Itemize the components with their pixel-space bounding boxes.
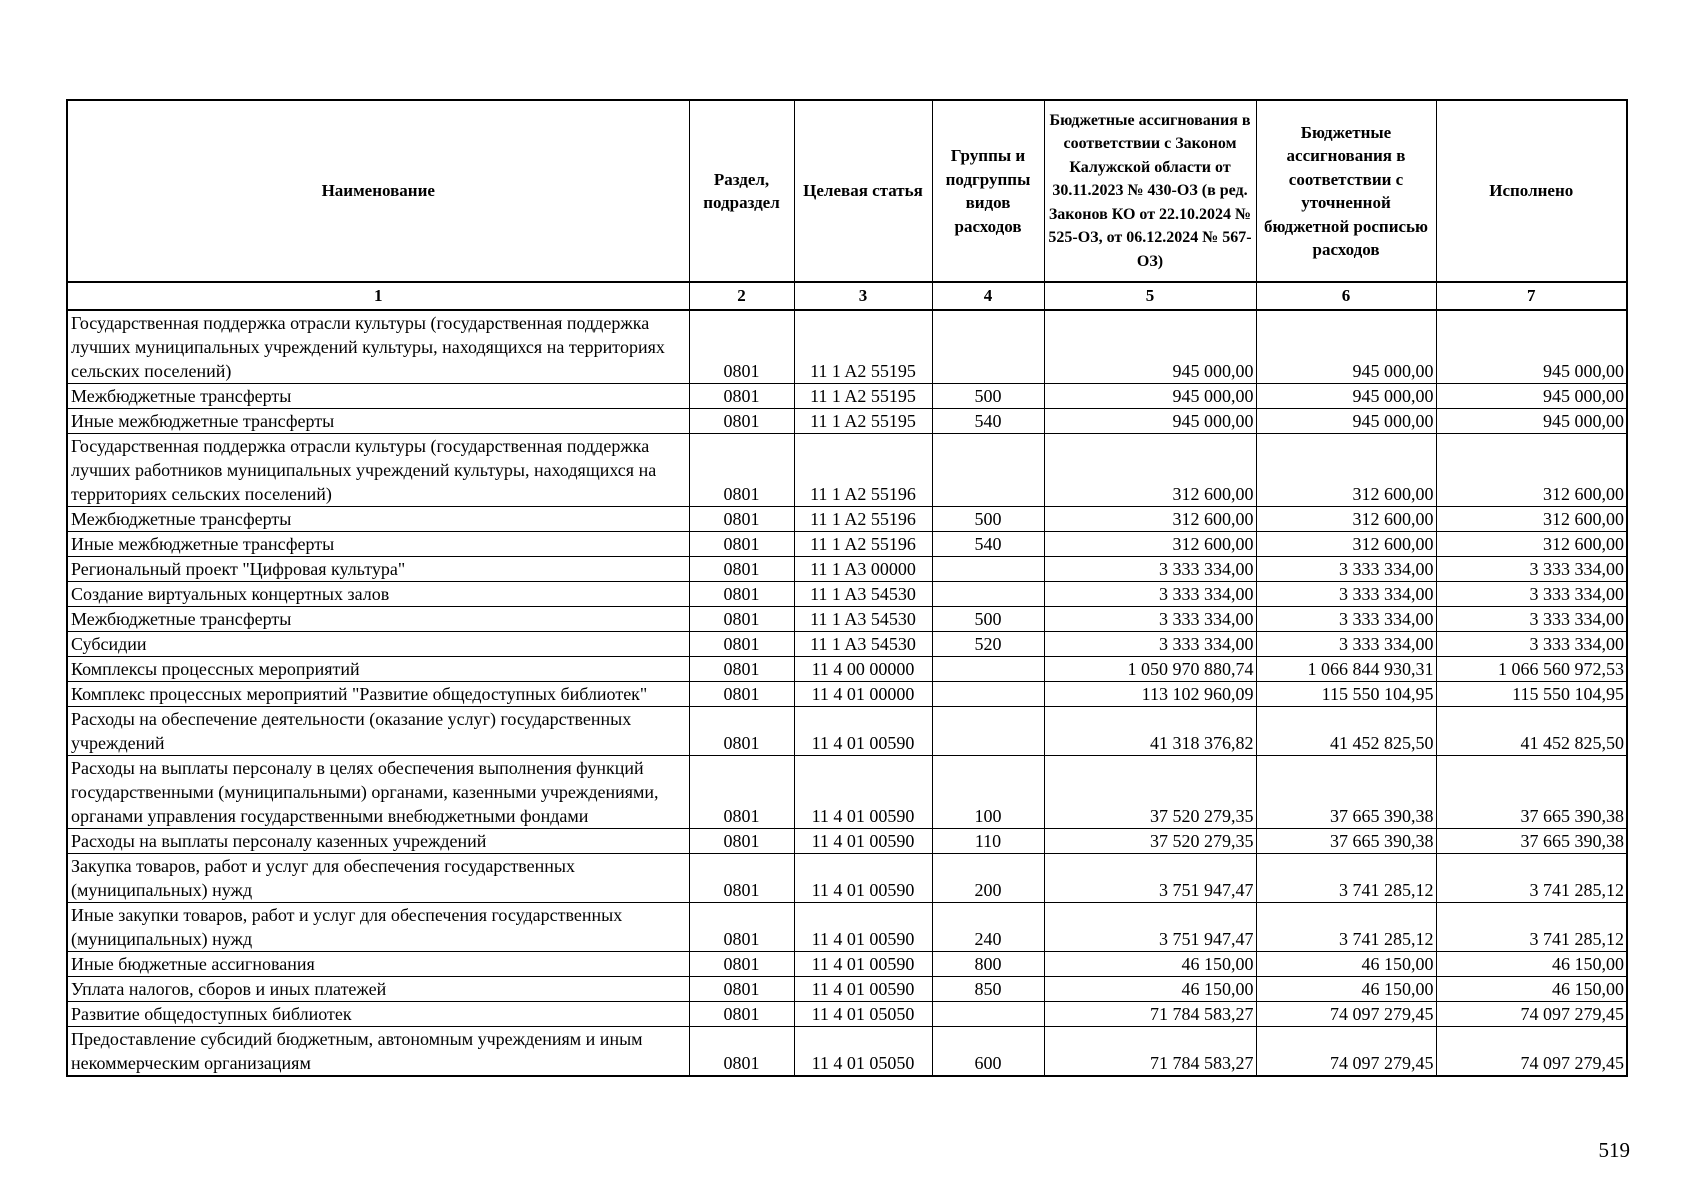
row-target-article: 11 4 01 05050 — [794, 1002, 932, 1027]
row-section: 0801 — [689, 409, 794, 434]
table-row — [67, 409, 1627, 434]
column-number: 1 — [67, 282, 689, 310]
table-row — [67, 384, 1627, 409]
row-section: 0801 — [689, 384, 794, 409]
row-target-article: 11 4 01 00590 — [794, 903, 932, 952]
row-name: Расходы на выплаты персоналу в целях обеспечения выполнения функций государственными (муниципальными) органами, казенными учреждениями, органами управления государственными внебюджетными фондами — [67, 756, 689, 829]
row-name: Иные межбюджетные трансферты — [67, 409, 689, 434]
row-law-amount: 3 333 334,00 — [1044, 632, 1256, 657]
row-section: 0801 — [689, 682, 794, 707]
table-row — [67, 507, 1627, 532]
row-law-amount: 3 333 334,00 — [1044, 582, 1256, 607]
row-executed-amount: 46 150,00 — [1436, 977, 1627, 1002]
row-law-amount: 113 102 960,09 — [1044, 682, 1256, 707]
row-name: Государственная поддержка отрасли культуры (государственная поддержка лучших муниципальных учреждений культуры, находящихся на территориях сельских поселений) — [67, 310, 689, 384]
row-name: Субсидии — [67, 632, 689, 657]
row-law-amount: 37 520 279,35 — [1044, 756, 1256, 829]
row-budget-amount: 945 000,00 — [1256, 409, 1436, 434]
table-row — [67, 632, 1627, 657]
column-number: 2 — [689, 282, 794, 310]
row-name: Межбюджетные трансферты — [67, 384, 689, 409]
row-section: 0801 — [689, 977, 794, 1002]
row-expense-group: 110 — [932, 829, 1044, 854]
row-law-amount: 312 600,00 — [1044, 507, 1256, 532]
table-row — [67, 310, 1627, 384]
row-budget-amount: 3 333 334,00 — [1256, 582, 1436, 607]
column-number-row — [67, 282, 1627, 310]
header-target-article: Целевая статья — [794, 100, 932, 282]
row-executed-amount: 3 333 334,00 — [1436, 557, 1627, 582]
row-name: Комплекс процессных мероприятий "Развитие общедоступных библиотек" — [67, 682, 689, 707]
row-budget-amount: 312 600,00 — [1256, 434, 1436, 507]
row-expense-group: 540 — [932, 532, 1044, 557]
row-expense-group — [932, 310, 1044, 384]
row-expense-group — [932, 434, 1044, 507]
row-expense-group — [932, 657, 1044, 682]
row-section: 0801 — [689, 582, 794, 607]
row-law-amount: 945 000,00 — [1044, 310, 1256, 384]
row-executed-amount: 945 000,00 — [1436, 409, 1627, 434]
row-budget-amount: 115 550 104,95 — [1256, 682, 1436, 707]
row-executed-amount: 37 665 390,38 — [1436, 829, 1627, 854]
row-executed-amount: 37 665 390,38 — [1436, 756, 1627, 829]
row-executed-amount: 945 000,00 — [1436, 384, 1627, 409]
header-expense-group: Группы и подгруппы видов расходов — [932, 100, 1044, 282]
row-expense-group: 500 — [932, 384, 1044, 409]
row-target-article: 11 4 01 00590 — [794, 854, 932, 903]
row-budget-amount: 46 150,00 — [1256, 977, 1436, 1002]
table-row — [67, 952, 1627, 977]
row-executed-amount: 46 150,00 — [1436, 952, 1627, 977]
row-executed-amount: 312 600,00 — [1436, 434, 1627, 507]
row-executed-amount: 312 600,00 — [1436, 507, 1627, 532]
row-expense-group: 600 — [932, 1027, 1044, 1077]
header-section: Раздел, подраздел — [689, 100, 794, 282]
row-section: 0801 — [689, 756, 794, 829]
table-row — [67, 1002, 1627, 1027]
row-budget-amount: 945 000,00 — [1256, 384, 1436, 409]
row-target-article: 11 4 01 00590 — [794, 952, 932, 977]
column-number: 7 — [1436, 282, 1627, 310]
row-law-amount: 312 600,00 — [1044, 434, 1256, 507]
row-target-article: 11 1 A3 54530 — [794, 607, 932, 632]
table-row — [67, 434, 1627, 507]
row-expense-group: 100 — [932, 756, 1044, 829]
table-row — [67, 854, 1627, 903]
table-row — [67, 682, 1627, 707]
table-header — [67, 100, 1627, 310]
row-executed-amount: 3 741 285,12 — [1436, 903, 1627, 952]
row-budget-amount: 312 600,00 — [1256, 532, 1436, 557]
row-target-article: 11 4 01 00590 — [794, 829, 932, 854]
row-expense-group: 240 — [932, 903, 1044, 952]
row-law-amount: 3 751 947,47 — [1044, 854, 1256, 903]
row-law-amount: 37 520 279,35 — [1044, 829, 1256, 854]
row-budget-amount: 945 000,00 — [1256, 310, 1436, 384]
column-number: 5 — [1044, 282, 1256, 310]
row-expense-group: 500 — [932, 507, 1044, 532]
row-law-amount: 3 751 947,47 — [1044, 903, 1256, 952]
row-law-amount: 46 150,00 — [1044, 977, 1256, 1002]
row-law-amount: 3 333 334,00 — [1044, 557, 1256, 582]
row-section: 0801 — [689, 829, 794, 854]
row-section: 0801 — [689, 532, 794, 557]
row-budget-amount: 74 097 279,45 — [1256, 1002, 1436, 1027]
row-target-article: 11 1 A2 55196 — [794, 507, 932, 532]
row-executed-amount: 74 097 279,45 — [1436, 1027, 1627, 1077]
table-row — [67, 756, 1627, 829]
row-target-article: 11 1 A2 55195 — [794, 384, 932, 409]
row-name: Уплата налогов, сборов и иных платежей — [67, 977, 689, 1002]
row-section: 0801 — [689, 854, 794, 903]
table-body — [67, 310, 1627, 1076]
row-law-amount: 3 333 334,00 — [1044, 607, 1256, 632]
row-name: Региональный проект "Цифровая культура" — [67, 557, 689, 582]
row-target-article: 11 4 01 00000 — [794, 682, 932, 707]
header-executed: Исполнено — [1436, 100, 1627, 282]
row-law-amount: 312 600,00 — [1044, 532, 1256, 557]
row-section: 0801 — [689, 707, 794, 756]
row-name: Комплексы процессных мероприятий — [67, 657, 689, 682]
header-row — [67, 100, 1627, 282]
table-row — [67, 532, 1627, 557]
header-budget-allocations: Бюджетные ассигнования в соответствии с уточненной бюджетной росписью расходов — [1256, 100, 1436, 282]
row-section: 0801 — [689, 952, 794, 977]
row-name: Государственная поддержка отрасли культуры (государственная поддержка лучших работников муниципальных учреждений культуры, находящихся на территориях сельских поселений) — [67, 434, 689, 507]
row-target-article: 11 1 A2 55195 — [794, 310, 932, 384]
table-row — [67, 657, 1627, 682]
row-target-article: 11 4 01 00590 — [794, 707, 932, 756]
row-executed-amount: 3 333 334,00 — [1436, 632, 1627, 657]
row-target-article: 11 1 A3 00000 — [794, 557, 932, 582]
row-executed-amount: 945 000,00 — [1436, 310, 1627, 384]
row-executed-amount: 115 550 104,95 — [1436, 682, 1627, 707]
row-section: 0801 — [689, 434, 794, 507]
column-number: 3 — [794, 282, 932, 310]
row-executed-amount: 312 600,00 — [1436, 532, 1627, 557]
row-name: Межбюджетные трансферты — [67, 507, 689, 532]
row-budget-amount: 37 665 390,38 — [1256, 829, 1436, 854]
row-expense-group — [932, 557, 1044, 582]
row-section: 0801 — [689, 310, 794, 384]
row-expense-group: 800 — [932, 952, 1044, 977]
row-budget-amount: 312 600,00 — [1256, 507, 1436, 532]
table-row — [67, 829, 1627, 854]
row-budget-amount: 3 333 334,00 — [1256, 607, 1436, 632]
row-target-article: 11 4 01 00590 — [794, 756, 932, 829]
row-law-amount: 46 150,00 — [1044, 952, 1256, 977]
row-expense-group — [932, 707, 1044, 756]
row-section: 0801 — [689, 557, 794, 582]
row-name: Иные бюджетные ассигнования — [67, 952, 689, 977]
row-section: 0801 — [689, 903, 794, 952]
table-row — [67, 557, 1627, 582]
row-target-article: 11 4 01 05050 — [794, 1027, 932, 1077]
row-target-article: 11 1 A3 54530 — [794, 582, 932, 607]
row-section: 0801 — [689, 1027, 794, 1077]
row-target-article: 11 4 00 00000 — [794, 657, 932, 682]
row-name: Расходы на обеспечение деятельности (оказание услуг) государственных учреждений — [67, 707, 689, 756]
budget-table — [66, 99, 1628, 1077]
row-target-article: 11 1 A2 55196 — [794, 532, 932, 557]
row-budget-amount: 74 097 279,45 — [1256, 1027, 1436, 1077]
column-number: 6 — [1256, 282, 1436, 310]
row-name: Создание виртуальных концертных залов — [67, 582, 689, 607]
row-expense-group: 850 — [932, 977, 1044, 1002]
row-target-article: 11 1 A3 54530 — [794, 632, 932, 657]
row-expense-group: 520 — [932, 632, 1044, 657]
row-executed-amount: 1 066 560 972,53 — [1436, 657, 1627, 682]
table-row — [67, 707, 1627, 756]
row-name: Иные закупки товаров, работ и услуг для обеспечения государственных (муниципальных) нужд — [67, 903, 689, 952]
row-section: 0801 — [689, 607, 794, 632]
row-executed-amount: 3 333 334,00 — [1436, 582, 1627, 607]
row-budget-amount: 46 150,00 — [1256, 952, 1436, 977]
row-budget-amount: 37 665 390,38 — [1256, 756, 1436, 829]
row-target-article: 11 1 A2 55195 — [794, 409, 932, 434]
row-name: Иные межбюджетные трансферты — [67, 532, 689, 557]
row-executed-amount: 74 097 279,45 — [1436, 1002, 1627, 1027]
row-law-amount: 945 000,00 — [1044, 384, 1256, 409]
row-name: Закупка товаров, работ и услуг для обеспечения государственных (муниципальных) нужд — [67, 854, 689, 903]
row-target-article: 11 1 A2 55196 — [794, 434, 932, 507]
row-law-amount: 41 318 376,82 — [1044, 707, 1256, 756]
row-name: Развитие общедоступных библиотек — [67, 1002, 689, 1027]
column-number: 4 — [932, 282, 1044, 310]
page-number: 519 — [1598, 1138, 1630, 1162]
row-law-amount: 71 784 583,27 — [1044, 1002, 1256, 1027]
header-law-allocations: Бюджетные ассигнования в соответствии с Законом Калужской области от 30.11.2023 № 430-ОЗ (в ред. Законов КО от 22.10.2024 № 525-ОЗ, от 06.12.2024 № 567-ОЗ) — [1044, 100, 1256, 282]
row-expense-group: 540 — [932, 409, 1044, 434]
table-row — [67, 607, 1627, 632]
row-law-amount: 1 050 970 880,74 — [1044, 657, 1256, 682]
row-budget-amount: 41 452 825,50 — [1256, 707, 1436, 756]
row-expense-group — [932, 682, 1044, 707]
header-name: Наименование — [67, 100, 689, 282]
row-section: 0801 — [689, 507, 794, 532]
row-name: Предоставление субсидий бюджетным, автономным учреждениям и иным некоммерческим организациям — [67, 1027, 689, 1077]
table-row — [67, 977, 1627, 1002]
row-target-article: 11 4 01 00590 — [794, 977, 932, 1002]
row-name: Межбюджетные трансферты — [67, 607, 689, 632]
row-executed-amount: 3 333 334,00 — [1436, 607, 1627, 632]
table-row — [67, 582, 1627, 607]
row-budget-amount: 3 333 334,00 — [1256, 557, 1436, 582]
row-law-amount: 945 000,00 — [1044, 409, 1256, 434]
table-row — [67, 1027, 1627, 1077]
row-section: 0801 — [689, 657, 794, 682]
row-expense-group: 200 — [932, 854, 1044, 903]
row-budget-amount: 3 741 285,12 — [1256, 903, 1436, 952]
row-executed-amount: 41 452 825,50 — [1436, 707, 1627, 756]
row-section: 0801 — [689, 632, 794, 657]
row-budget-amount: 1 066 844 930,31 — [1256, 657, 1436, 682]
row-executed-amount: 3 741 285,12 — [1436, 854, 1627, 903]
row-expense-group: 500 — [932, 607, 1044, 632]
row-name: Расходы на выплаты персоналу казенных учреждений — [67, 829, 689, 854]
table-row — [67, 903, 1627, 952]
row-expense-group — [932, 582, 1044, 607]
row-budget-amount: 3 333 334,00 — [1256, 632, 1436, 657]
row-section: 0801 — [689, 1002, 794, 1027]
row-expense-group — [932, 1002, 1044, 1027]
row-law-amount: 71 784 583,27 — [1044, 1027, 1256, 1077]
row-budget-amount: 3 741 285,12 — [1256, 854, 1436, 903]
